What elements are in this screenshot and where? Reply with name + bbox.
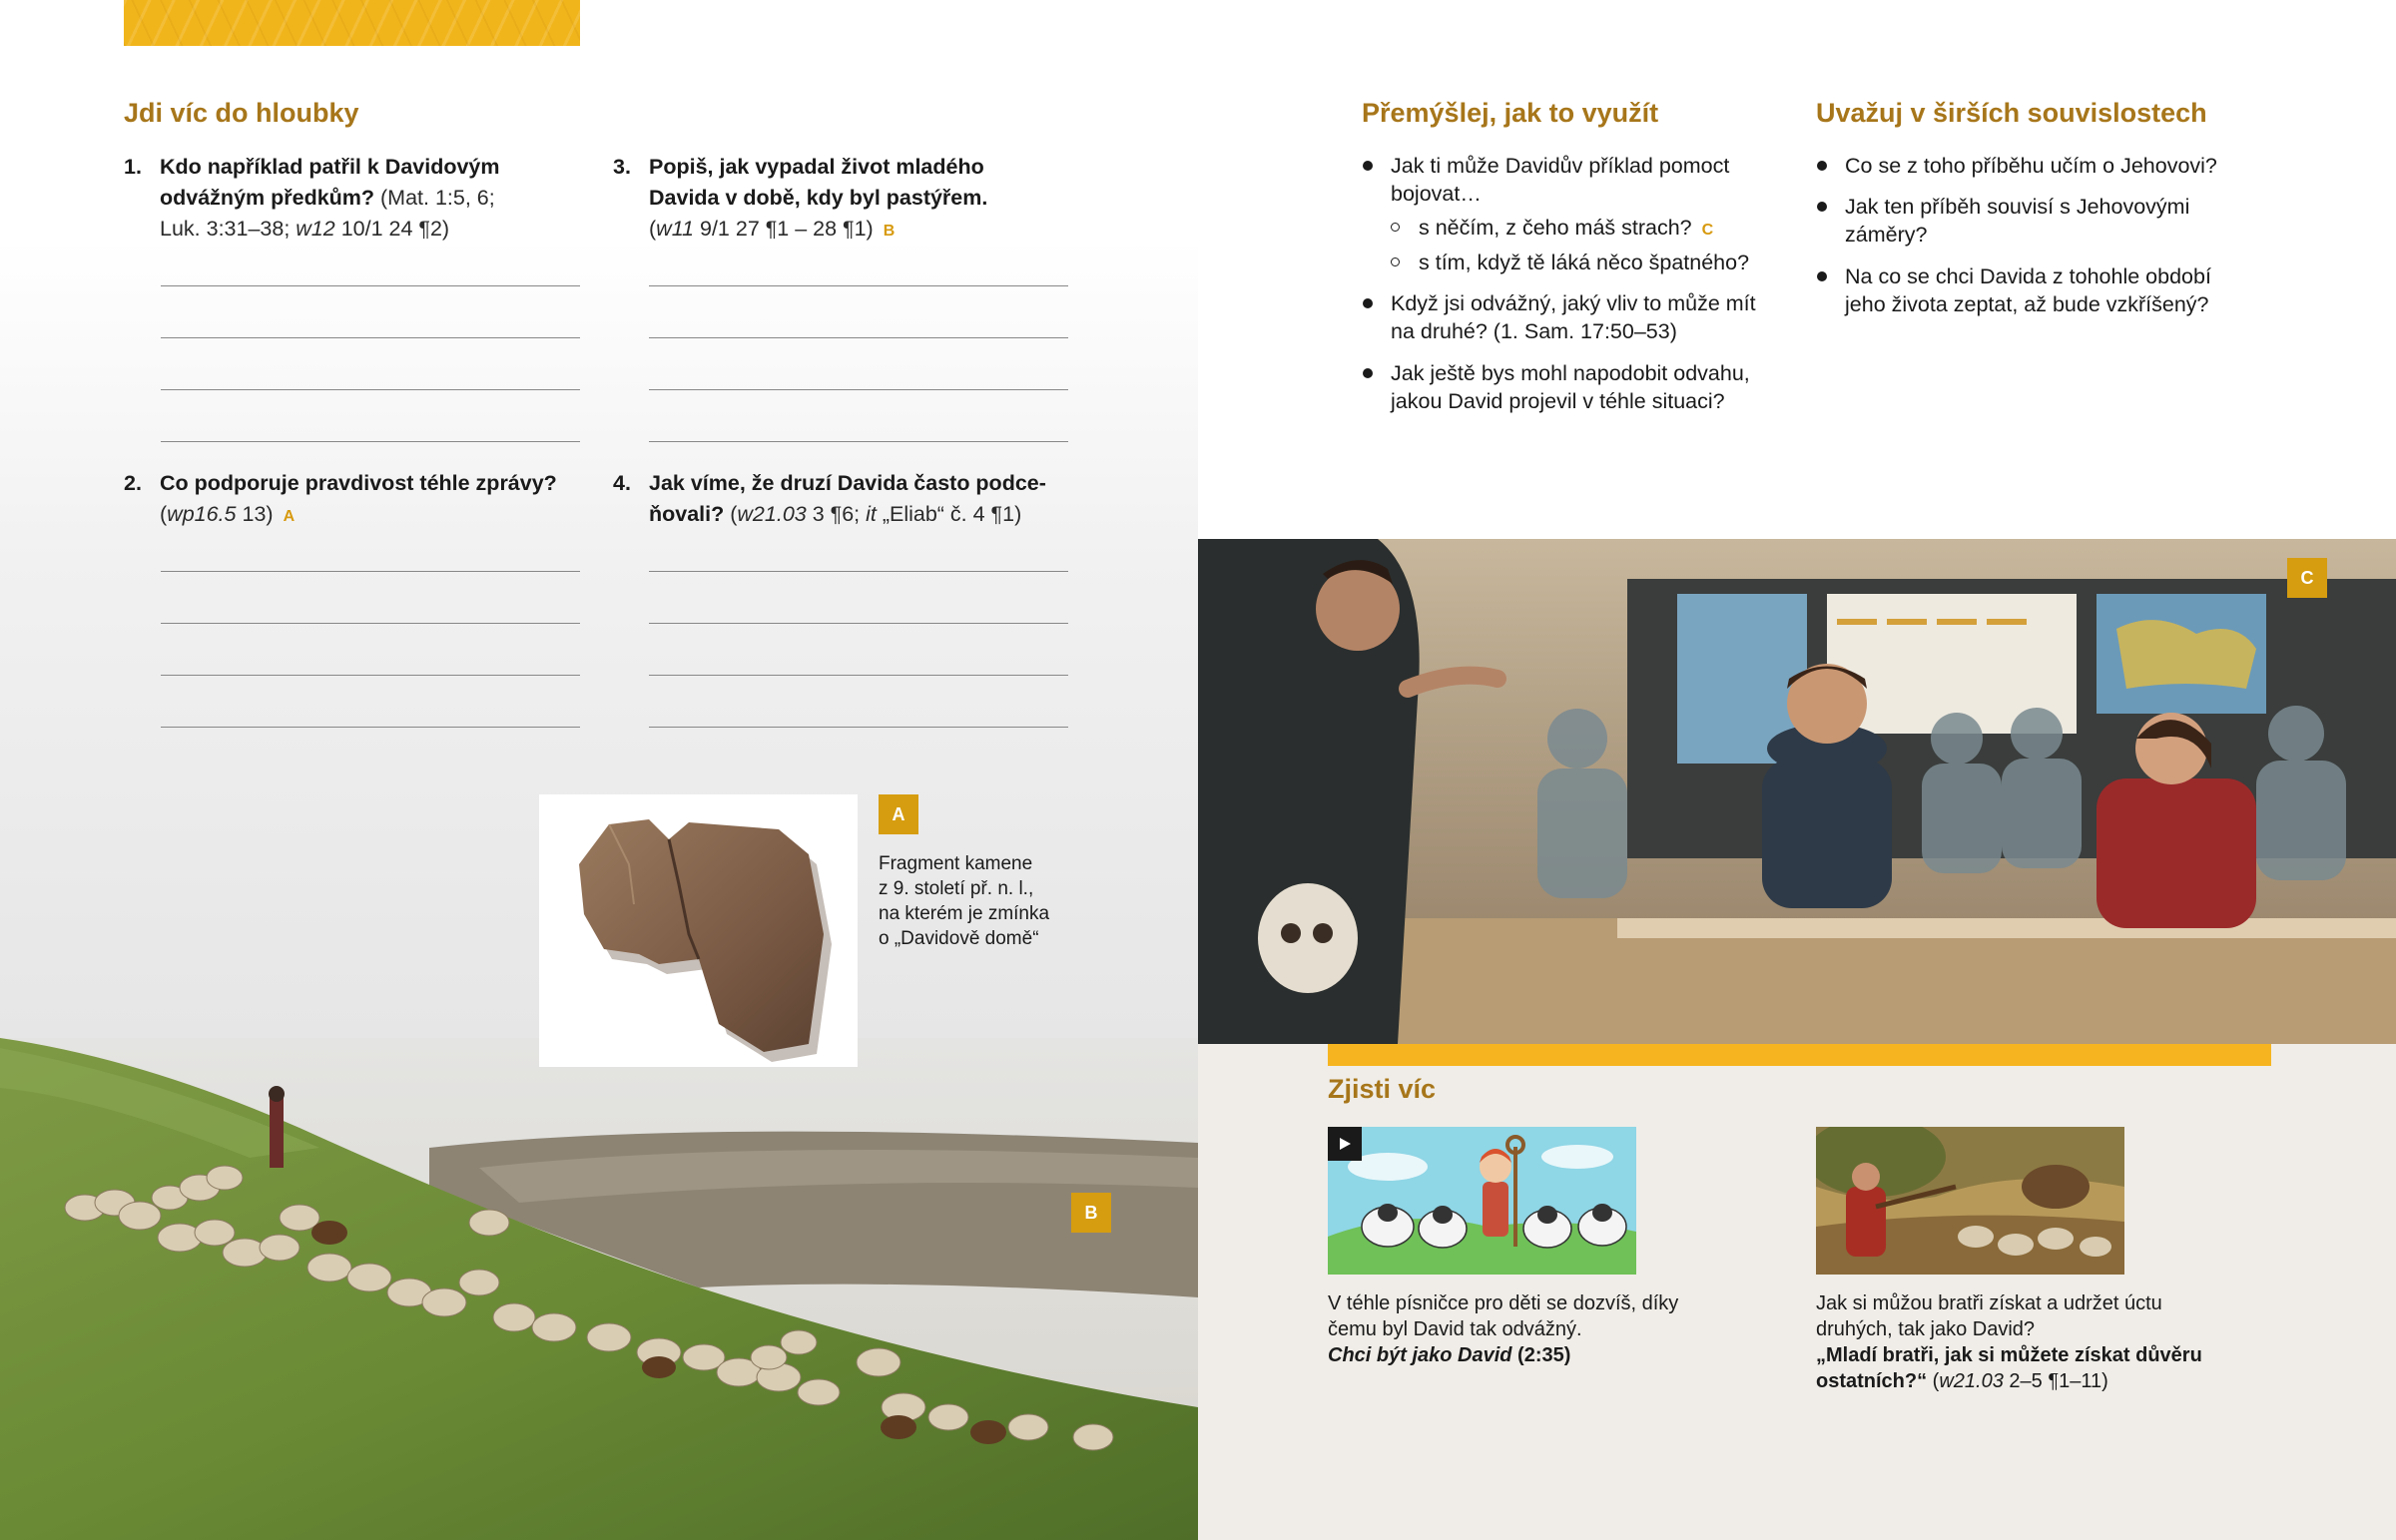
article-description-line: druhých, tak jako David? (1816, 1318, 2036, 1340)
article-thumbnail[interactable] (1816, 1127, 2124, 1275)
question-reference: 13) (236, 502, 274, 526)
bullet-dot (1363, 161, 1373, 171)
stone-fragment-image (539, 794, 858, 1067)
answer-line[interactable] (649, 285, 1068, 286)
video-title-link[interactable]: Chci být jako David (1328, 1344, 1512, 1366)
apply-item (1363, 152, 1792, 208)
question-number: 4. (613, 471, 631, 495)
article-title-link[interactable]: „Mladí bratři, jak si můžete získat důvěru (1816, 1344, 2202, 1366)
question-reference: (Mat. 1:5, 6; (374, 186, 495, 210)
publication-code: w21.03 (737, 502, 807, 526)
apply-item-text: s něčím, z čeho máš strach? (1419, 216, 1692, 240)
video-description (1328, 1290, 1747, 1368)
publication-code: wp16.5 (167, 502, 237, 526)
question-reference: Luk. 3:31–38; (160, 217, 297, 241)
question-text: Jak víme, že druzí Davida často podce- (649, 471, 1046, 495)
caption-line: na kterém je zmínka (879, 903, 1050, 924)
question-1 (124, 152, 593, 252)
answer-line[interactable] (649, 389, 1068, 390)
apply-item (1363, 289, 1792, 345)
article-description (1816, 1290, 2255, 1394)
article-title-link[interactable]: ostatních?“ (1816, 1370, 1928, 1392)
question-reference: „Eliab“ č. 4 ¶1) (876, 502, 1022, 526)
question-reference: 10/1 24 ¶2) (334, 217, 450, 241)
classroom-photo (1198, 539, 2396, 1044)
answer-line[interactable] (161, 389, 580, 390)
question-reference: ( (160, 502, 168, 526)
article-description-line: Jak si můžou bratři získat a udržet úctu (1816, 1292, 2162, 1314)
question-reference: ( (724, 502, 738, 526)
question-number: 1. (124, 155, 142, 179)
apply-subitem (1391, 249, 1790, 276)
apply-item-text: na druhé? (1. Sam. 17:50–53) (1391, 319, 1677, 343)
context-item-text: Co se z toho příběhu učím o Jehovovi? (1845, 154, 2217, 178)
context-item (1817, 152, 2256, 180)
shepherd-hillside-photo (0, 1038, 1198, 1540)
answer-line[interactable] (649, 337, 1068, 338)
question-number: 2. (124, 471, 142, 495)
answer-line[interactable] (161, 727, 580, 728)
apply-item-text: jakou David projevil v téhle situaci? (1391, 389, 1725, 413)
caption-line: o „Davidově domě“ (879, 928, 1039, 949)
question-text: Kdo například patřil k Davidovým (160, 155, 500, 179)
question-text: odvážným předkům? (160, 186, 375, 210)
video-duration: (2:35) (1511, 1344, 1571, 1366)
question-2 (124, 468, 593, 538)
video-thumbnail[interactable] (1328, 1127, 1636, 1275)
publication-code: w11 (656, 217, 695, 241)
answer-line[interactable] (161, 675, 580, 676)
apply-item-text: Jak ještě bys mohl napodobit odvahu, (1391, 361, 1750, 385)
question-3 (613, 152, 1082, 252)
question-text: ňovali? (649, 502, 725, 526)
caption-line: Fragment kamene (879, 853, 1033, 874)
section-title-context: Uvažuj v širších souvislostech (1816, 98, 2207, 128)
answer-line[interactable] (649, 727, 1068, 728)
answer-line[interactable] (161, 285, 580, 286)
bullet-circle (1391, 257, 1400, 266)
answer-line[interactable] (649, 675, 1068, 676)
apply-item-text: s tím, když tě láká něco špatného? (1419, 251, 1750, 274)
context-item-text: Jak ten příběh souvisí s Jehovovými (1845, 195, 2190, 219)
bullet-dot (1817, 202, 1827, 212)
article-reference: ( (1927, 1370, 1940, 1392)
answer-line[interactable] (161, 623, 580, 624)
question-text: Popiš, jak vypadal život mladého (649, 155, 984, 179)
photo-badge-c: C (2287, 558, 2327, 598)
stone-fragment-photo (539, 794, 858, 1067)
photo-badge-a: A (879, 794, 918, 834)
caption-line: z 9. století př. n. l., (879, 878, 1034, 899)
stone-fragment-caption (879, 851, 1078, 951)
section-title-find-more: Zjisti víc (1328, 1074, 1437, 1104)
question-reference: 9/1 27 ¶1 – 28 ¶1) (694, 217, 874, 241)
context-item-text: záměry? (1845, 223, 1928, 247)
photo-reference-tag-c: C (1701, 222, 1714, 239)
apply-item (1363, 359, 1792, 415)
question-reference: 3 ¶6; (806, 502, 867, 526)
section-title-deeper: Jdi víc do hloubky (124, 98, 359, 128)
question-reference: ( (649, 217, 657, 241)
video-description-line: V téhle písničce pro děti se dozvíš, díky (1328, 1292, 1679, 1314)
publication-code: it (866, 502, 877, 526)
answer-line[interactable] (161, 337, 580, 338)
apply-subitem (1391, 214, 1790, 242)
photo-badge-b: B (1071, 1193, 1111, 1233)
answer-line[interactable] (649, 441, 1068, 442)
photo-reference-tag-a: A (283, 508, 296, 525)
bullet-dot (1363, 368, 1373, 378)
play-triangle-icon (1338, 1137, 1352, 1151)
question-4 (613, 468, 1092, 538)
video-cartoon-image (1328, 1127, 1636, 1275)
apply-item-text: bojovat… (1391, 182, 1482, 206)
bullet-dot (1363, 298, 1373, 308)
top-decorative-band (124, 0, 580, 46)
answer-line[interactable] (161, 441, 580, 442)
context-item-text: Na co se chci Davida z tohohle období (1845, 264, 2211, 288)
apply-item-text: Když jsi odvážný, jaký vliv to může mít (1391, 291, 1756, 315)
question-text: Co podporuje pravdivost téhle zprávy? (160, 471, 557, 495)
context-item (1817, 193, 2256, 249)
question-text: Davida v době, kdy byl pastýřem. (649, 186, 988, 210)
context-item-text: jeho života zeptat, až bude vzkříšený? (1845, 292, 2209, 316)
shepherd-painting-image (1816, 1127, 2124, 1275)
apply-item-text: Jak ti může Davidův příklad pomoct (1391, 154, 1730, 178)
section-title-apply: Přemýšlej, jak to využít (1362, 98, 1659, 128)
answer-line[interactable] (161, 571, 580, 572)
bullet-circle (1391, 223, 1400, 232)
publication-code: w21.03 (1939, 1370, 2004, 1392)
question-number: 3. (613, 155, 631, 179)
bullet-dot (1817, 161, 1827, 171)
photo-reference-tag-b: B (883, 223, 896, 240)
answer-line[interactable] (649, 571, 1068, 572)
play-icon[interactable] (1328, 1127, 1362, 1161)
video-description-line: čemu byl David tak odvážný. (1328, 1318, 1582, 1340)
answer-line[interactable] (649, 623, 1068, 624)
find-more-accent-bar (1328, 1044, 2271, 1066)
bullet-dot (1817, 271, 1827, 281)
article-reference: 2–5 ¶1–11) (2003, 1370, 2108, 1392)
context-item (1817, 262, 2256, 318)
publication-code: w12 (296, 217, 335, 241)
